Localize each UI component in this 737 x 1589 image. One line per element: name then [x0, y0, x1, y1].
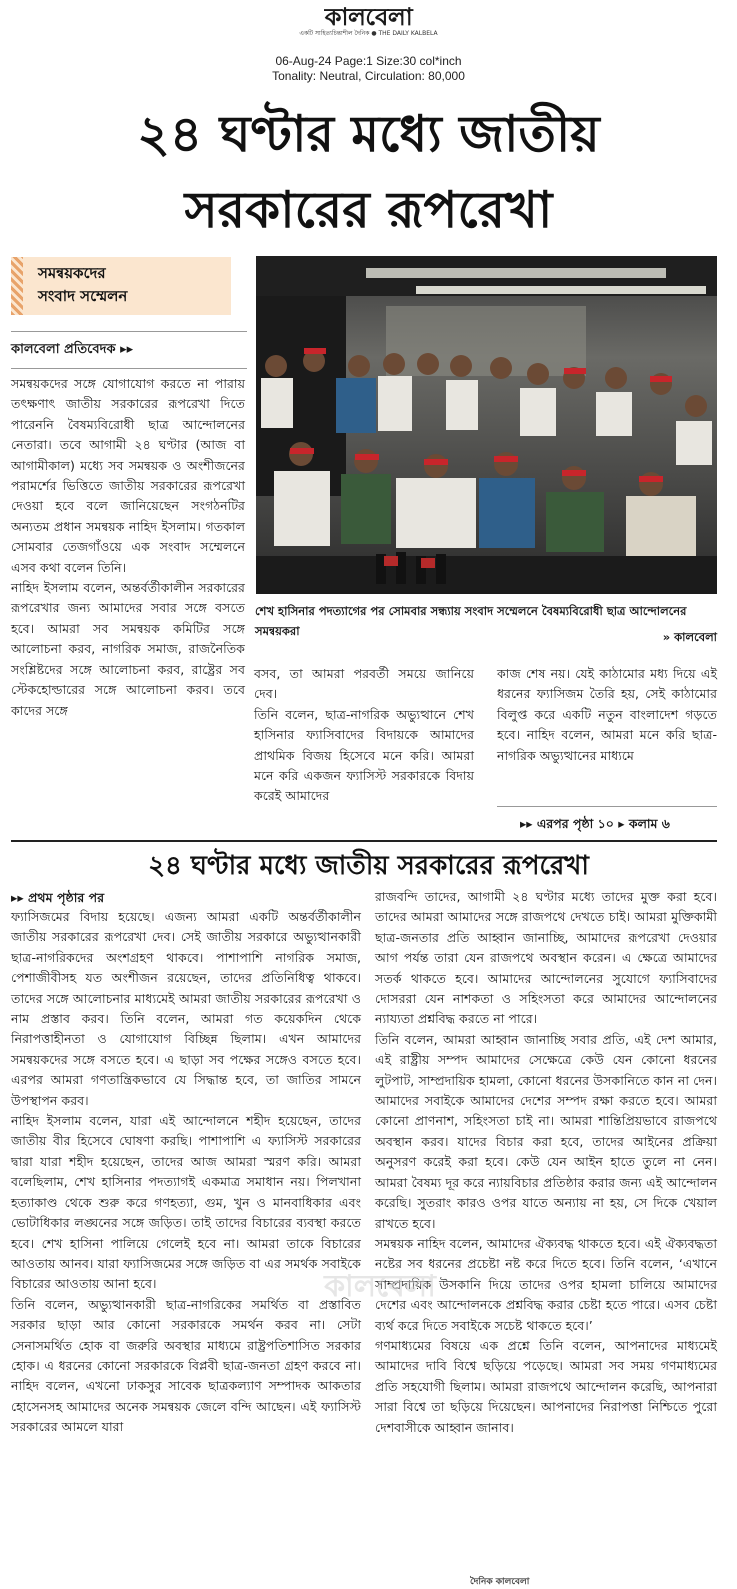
main-headline-line-2: সরকারের রূপরেখা: [184, 181, 553, 239]
kicker-text: [38, 262, 228, 308]
article-column-left: [11, 374, 245, 721]
continuation-column-right: [375, 887, 717, 1438]
kicker-line-1: সমন্বয়কদের: [38, 264, 106, 282]
kicker-line-2: সংবাদ সম্মেলন: [38, 287, 128, 305]
clipping-meta-line-2: Tonality: Neutral, Circulation: 80,000: [272, 69, 465, 83]
main-headline-line-1: ২৪ ঘণ্টার মধ্যে জাতীয়: [137, 105, 600, 163]
article-column-right: [497, 664, 717, 766]
article-paragraph: তিনি বলেন, আমরা আহ্বান জানাচ্ছি সবার প্রতি, এই দেশ আমার, এই রাষ্ট্রীয় সম্পদ আমাদের সেক্ষেত্রে কেউ যেন কোনো ধরনের লুটপাট, সাম্প্রদায়িক হামলা, কোনো ধরনের উসকানিতে কান না দেন। আমাদের সবাইকে আমাদের দেশের সম্পদ রক্ষা করতে হবে। আমরা কোনো প্রাণনাশ, সহিংসতা চাই না। আমরা শান্তিপ্রিয়ভাবে রাজপথে অবস্থান করব। যাদের বিচার করা হবে, তাদের আইনের প্রক্রিয়া অনুসরণ করেই করা হবে। কেউ যেন আইন হাতে তুলে না নেন। আমরা বৈষম্য দূর করে ন্যায়বিচার প্রতিষ্ঠার করার জন্য এই আন্দোলন করেছি। সুতরাং কারও ওপর যাতে অন্যায় না হয়, সে দিকে খেয়াল রাখতে হবে।: [375, 1031, 717, 1231]
newspaper-logo: কালবেলা: [324, 2, 413, 31]
article-paragraph: সমন্বয়কদের সঙ্গে যোগাযোগ করতে না পারায় তৎক্ষণাৎ জাতীয় সরকারের রূপরেখা দিতে পারেননি বৈষম্যবিরোধী ছাত্র আন্দোলনের নেতারা। তবে আগামী ২৪ ঘণ্টার (আজ বা আগামীকাল) মধ্যে সব সমন্বয়ক ও অংশীজনের পরামর্শের ভিত্তিতে জাতীয় সরকারের রূপরেখা দেওয়া হবে বলে জানিয়েছেন সংগঠনটির অন্যতম প্রধান সমন্বয়ক নাহিদ ইসলাম। গতকাল সোমবার তেজগাঁওয়ে এক সংবাদ সম্মেলনে এসব কথা বলেন তিনি।: [11, 376, 245, 575]
newspaper-tagline: একটি সাহিত্যচিন্তাশীল দৈনিক ● THE DAILY KALBELA: [299, 30, 438, 37]
continued-on-page-link[interactable]: ▸▸ এরপর পৃষ্ঠা ১০ ▸ কলাম ৬: [520, 816, 670, 831]
article-paragraph: তিনি বলেন, ছাত্র-নাগরিক অভ্যুত্থানে শেখ হাসিনার ফ্যাসিবাদের বিদায়কে আমাদের প্রাথমিক বিজয় হিসেবে মনে করি। আমরা মনে করি একজন ফ্যাসিস্ট সরকারকে বিদায় করেই আমাদের: [254, 706, 474, 804]
article-paragraph: কাজ শেষ নয়। যেই কাঠামোর মধ্য দিয়ে এই ধরনের ফ্যাসিজম তৈরি হয়, সেই কাঠামোর বিলুপ্ত করে একটি নতুন বাংলাদেশ গড়তে হবে। নাহিদ বলেন, আমরা মনে করি ছাত্র-নাগরিক অভ্যুত্থানের মাধ্যমে: [497, 666, 717, 763]
article-paragraph: গণমাধ্যমের বিষয়ে এক প্রশ্নে তিনি বলেন, আপনাদের মাধ্যমেই আমাদের দাবি বিশ্বে ছড়িয়ে পড়েছে। আমরা সব সময় গণমাধ্যমের প্রতি সহযোগী ছিলাম। আমরা রাজপথে আন্দোলন করেছি, আপনারা সারা বিশ্বে তা ছড়িয়ে দিয়েছেন। আপনাদের নিরাপত্তা নিশ্চিতে পুরো দেশবাসীকে আহ্বান জানাব।: [375, 1337, 717, 1435]
section-divider: [11, 840, 717, 842]
byline-bottom-rule: [11, 368, 247, 369]
kicker-stripe-decoration: [11, 257, 23, 315]
clipping-meta-line-1: 06-Aug-24 Page:1 Size:30 col*inch: [275, 54, 462, 68]
masthead: [0, 4, 737, 84]
continuation-column-left: [11, 907, 361, 1438]
article-paragraph: ফ্যাসিজমের বিদায় হয়েছে। এজন্য আমরা একটি অন্তর্বর্তীকালীন জাতীয় সরকারের রূপরেখা দেব। সেই জাতীয় সরকারে অভ্যুত্থানকারী ছাত্র-নাগরিকদের অংশগ্রহণ থাকবে। পাশাপাশি নাগরিক সমাজ, পেশাজীবীসহ যত অংশীজন রয়েছেন, তাদের প্রতিনিধিত্ব থাকবে। তাদের সঙ্গে আলোচনার মাধ্যমেই আমরা জাতীয় সরকারের রূপরেখা ও নাম প্রস্তাব করব। তিনি বলেন, আমরা গত কয়েকদিন থেকে নিরাপত্তাহীনতা ও যোগাযোগ বিচ্ছিন্ন ছিলাম। এখন আমাদের সমন্বয়কদের সঙ্গে বসতে হবে। এ ছাড়া সব পক্ষের সঙ্গেও বসতে হবে। এরপর আমরা গণতান্ত্রিকভাবে যে সিদ্ধান্ত হবে, তা জাতির সামনে উপস্থাপন করব।: [11, 909, 361, 1108]
article-paragraph: নাহিদ ইসলাম বলেন, যারা এই আন্দোলনে শহীদ হয়েছেন, তাদের জাতীয় বীর হিসেবে ঘোষণা করছি। পাশাপাশি এ ফ্যাসিস্ট সরকারের দ্বারা যারা শহীদ হয়েছেন, তাদের আজ আমরা স্মরণ করি। আমরা বলেছিলাম, শেখ হাসিনার পদত্যাগই একমাত্র সমাধান নয়। পিলখানা হত্যাকাণ্ড থেকে শুরু করে গণহত্যা, গুম, খুন ও মানবাধিকার এবং ভোটাধিকার লঙ্ঘনের সঙ্গে জড়িত। তাই তাদের বিচারের ব্যবস্থা করতে হবে। শেখ হাসিনা পালিয়ে গেলেই হবে না। আমরা তাকে বিচারের আওতায় আনব। যারা ফ্যাসিজমের সঙ্গে জড়িত বা এর সমর্থক সবাইকে বিচারের আওতায় আনা হবে।: [11, 1113, 361, 1292]
article-paragraph: তিনি বলেন, অভ্যুত্থানকারী ছাত্র-নাগরিকের সমর্থিত বা প্রস্তাবিত সরকার ছাড়া আর কোনো সরকারকে সমর্থন করব না। সেটা সেনাসমর্থিত হোক বা জরুরি অবস্থার মাধ্যমে রাষ্ট্রপতিশাসিত সরকার হোক। এ ধরনের কোনো সরকারকে বিপ্লবী ছাত্র-জনতা গ্রহণ করবে না। নাহিদ বলেন, এখনো ঢাকসুর সাবেক ছাত্রকল্যাণ সম্পাদক আকতার হোসেনসহ আমাদের অনেক সমন্বয়ক জেলে বন্দি আছেন। এই ফ্যাসিস্ট সরকারের আমলে যারা: [11, 1296, 361, 1435]
jump-rule: [497, 806, 717, 807]
byline: কালবেলা প্রতিবেদক ▸▸: [11, 342, 134, 357]
article-column-middle: [254, 664, 474, 807]
continuation-label: ▸▸ প্রথম পৃষ্ঠার পর: [11, 890, 105, 905]
watermark: কালবেলা: [324, 1269, 436, 1304]
footer-logo: দৈনিক কালবেলা: [470, 1577, 530, 1587]
article-paragraph: রাজবন্দি তাদের, আগামী ২৪ ঘণ্টার মধ্যে তাদের মুক্ত করা হবে। তাদের আমরা আমাদের সঙ্গে রাজপথে দেখতে চাই। আমরা মুক্তিকামী ছাত্র-জনতার প্রতি আহ্বান জানাচ্ছি, আমাদের রূপরেখা দেওয়ার আগ পর্যন্ত তারা যেন রাজপথে অবস্থান করেন। এ ক্ষেত্রে আমাদের সতর্ক থাকতে হবে। আমাদের আন্দোলনের সুযোগে ফ্যাসিবাদের দোসররা যেন নাশকতা ও সহিংসতা করে আমাদের আন্দোলনের ন্যায্যতা প্রশ্নবিদ্ধ করতে না পারে।: [375, 889, 717, 1027]
photo-caption: শেখ হাসিনার পদত্যাগের পর সোমবার সন্ধ্যায় সংবাদ সম্মেলনে বৈষম্যবিরোধী ছাত্র আন্দোলনের সমন্বয়করা: [255, 604, 687, 638]
press-conference-photo: [256, 256, 717, 594]
main-headline: [20, 96, 717, 248]
continuation-headline: ২৪ ঘণ্টার মধ্যে জাতীয় সরকারের রূপরেখা: [148, 851, 589, 881]
byline-top-rule: [11, 331, 247, 332]
article-paragraph: নাহিদ ইসলাম বলেন, অন্তর্বর্তীকালীন সরকারের রূপরেখার জন্য আমাদের সবার সঙ্গে বসতে হবে। আমরা সব সমন্বয়ক কমিটির সঙ্গে আলোচনা করব, নাগরিক সমাজ, রাজনৈতিক সংশ্লিষ্টদের সঙ্গে আলোচনা করব, রাষ্ট্রের সব স্টেকহোল্ডারের সঙ্গে আলোচনা করব। তবে কাদের সঙ্গে: [11, 580, 245, 718]
photo-credit: » কালবেলা: [662, 630, 717, 644]
article-paragraph: বসব, তা আমরা পরবর্তী সময়ে জানিয়ে দেব।: [254, 666, 474, 702]
article-paragraph: সমন্বয়ক নাহিদ বলেন, আমাদের ঐক্যবদ্ধ থাকতে হবে। এই ঐক্যবদ্ধতা নষ্টের সব ধরনের প্রচেষ্টা নষ্ট করে দিতে হবে। তিনি বলেন, ‘এখানে সাম্প্রদায়িক উসকানি দিয়ে তাদের ওপর হামলা চালিয়ে আমাদের দেশের এবং আন্দোলনকে প্রশ্নবিদ্ধ করার চেষ্টা হতে পারে। এসব চেষ্টা ব্যর্থ করে দিতে সবাইকে সচেষ্ট থাকতে হবে।’: [375, 1235, 717, 1333]
